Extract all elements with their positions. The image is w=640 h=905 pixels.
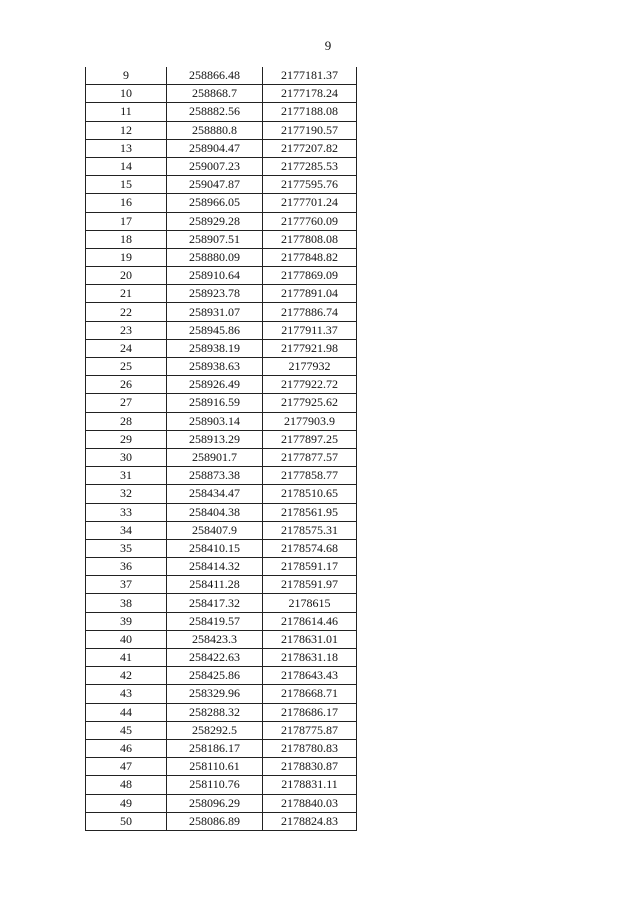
point-number-cell: 31 — [86, 467, 167, 485]
table-row — [86, 103, 357, 121]
table-row — [86, 85, 357, 103]
point-number-cell: 21 — [86, 285, 167, 303]
y-coordinate-cell: 2177207.82 — [263, 139, 357, 157]
point-number-cell: 40 — [86, 630, 167, 648]
x-coordinate-cell: 258417.32 — [167, 594, 263, 612]
table-row — [86, 248, 357, 266]
y-coordinate-cell: 2177932 — [263, 358, 357, 376]
x-coordinate-cell: 258288.32 — [167, 703, 263, 721]
y-coordinate-cell: 2178575.31 — [263, 521, 357, 539]
table-row — [86, 157, 357, 175]
point-number-cell: 17 — [86, 212, 167, 230]
y-coordinate-cell: 2177595.76 — [263, 176, 357, 194]
x-coordinate-cell: 258923.78 — [167, 285, 263, 303]
y-coordinate-cell: 2177181.37 — [263, 67, 357, 85]
x-coordinate-cell: 258422.63 — [167, 649, 263, 667]
x-coordinate-cell: 258096.29 — [167, 794, 263, 812]
table-row — [86, 339, 357, 357]
point-number-cell: 29 — [86, 430, 167, 448]
table-row — [86, 394, 357, 412]
point-number-cell: 32 — [86, 485, 167, 503]
page-number: 9 — [324, 38, 332, 53]
x-coordinate-cell: 258938.19 — [167, 339, 263, 357]
y-coordinate-cell: 2178631.01 — [263, 630, 357, 648]
x-coordinate-cell: 258411.28 — [167, 576, 263, 594]
y-coordinate-cell: 2177701.24 — [263, 194, 357, 212]
table-row — [86, 812, 357, 830]
point-number-cell: 26 — [86, 376, 167, 394]
table-row — [86, 430, 357, 448]
table-row — [86, 776, 357, 794]
x-coordinate-cell: 258110.76 — [167, 776, 263, 794]
x-coordinate-cell: 258938.63 — [167, 358, 263, 376]
y-coordinate-cell: 2178615 — [263, 594, 357, 612]
y-coordinate-cell: 2177848.82 — [263, 248, 357, 266]
point-number-cell: 11 — [86, 103, 167, 121]
y-coordinate-cell: 2177922.72 — [263, 376, 357, 394]
y-coordinate-cell: 2178831.11 — [263, 776, 357, 794]
point-number-cell: 48 — [86, 776, 167, 794]
x-coordinate-cell: 258186.17 — [167, 739, 263, 757]
x-coordinate-cell: 258880.8 — [167, 121, 263, 139]
x-coordinate-cell: 258926.49 — [167, 376, 263, 394]
x-coordinate-cell: 258901.7 — [167, 448, 263, 466]
point-number-cell: 12 — [86, 121, 167, 139]
x-coordinate-cell: 258407.9 — [167, 521, 263, 539]
point-number-cell: 36 — [86, 558, 167, 576]
point-number-cell: 46 — [86, 739, 167, 757]
coordinates-table — [85, 67, 357, 831]
point-number-cell: 13 — [86, 139, 167, 157]
y-coordinate-cell: 2178510.65 — [263, 485, 357, 503]
point-number-cell: 18 — [86, 230, 167, 248]
table-row — [86, 303, 357, 321]
x-coordinate-cell: 258110.61 — [167, 758, 263, 776]
x-coordinate-cell: 258423.3 — [167, 630, 263, 648]
table-row — [86, 739, 357, 757]
x-coordinate-cell: 259047.87 — [167, 176, 263, 194]
x-coordinate-cell: 258873.38 — [167, 467, 263, 485]
x-coordinate-cell: 258929.28 — [167, 212, 263, 230]
x-coordinate-cell: 258907.51 — [167, 230, 263, 248]
table-row — [86, 503, 357, 521]
table-row — [86, 703, 357, 721]
point-number-cell: 30 — [86, 448, 167, 466]
point-number-cell: 39 — [86, 612, 167, 630]
x-coordinate-cell: 258916.59 — [167, 394, 263, 412]
point-number-cell: 28 — [86, 412, 167, 430]
x-coordinate-cell: 258903.14 — [167, 412, 263, 430]
x-coordinate-cell: 258419.57 — [167, 612, 263, 630]
table-row — [86, 121, 357, 139]
y-coordinate-cell: 2178561.95 — [263, 503, 357, 521]
point-number-cell: 37 — [86, 576, 167, 594]
table-row — [86, 176, 357, 194]
coordinates-table-body — [86, 67, 357, 830]
table-row — [86, 212, 357, 230]
x-coordinate-cell: 258425.86 — [167, 667, 263, 685]
table-row — [86, 649, 357, 667]
table-row — [86, 285, 357, 303]
y-coordinate-cell: 2177178.24 — [263, 85, 357, 103]
x-coordinate-cell: 258931.07 — [167, 303, 263, 321]
point-number-cell: 27 — [86, 394, 167, 412]
y-coordinate-cell: 2178830.87 — [263, 758, 357, 776]
y-coordinate-cell: 2177869.09 — [263, 267, 357, 285]
table-row — [86, 267, 357, 285]
y-coordinate-cell: 2178775.87 — [263, 721, 357, 739]
point-number-cell: 41 — [86, 649, 167, 667]
point-number-cell: 34 — [86, 521, 167, 539]
point-number-cell: 45 — [86, 721, 167, 739]
x-coordinate-cell: 258966.05 — [167, 194, 263, 212]
table-row — [86, 576, 357, 594]
x-coordinate-cell: 258866.48 — [167, 67, 263, 85]
table-row — [86, 67, 357, 85]
y-coordinate-cell: 2178591.97 — [263, 576, 357, 594]
table-row — [86, 358, 357, 376]
y-coordinate-cell: 2178780.83 — [263, 739, 357, 757]
point-number-cell: 38 — [86, 594, 167, 612]
table-row — [86, 685, 357, 703]
point-number-cell: 19 — [86, 248, 167, 266]
table-row — [86, 376, 357, 394]
x-coordinate-cell: 258882.56 — [167, 103, 263, 121]
table-row — [86, 194, 357, 212]
x-coordinate-cell: 258904.47 — [167, 139, 263, 157]
y-coordinate-cell: 2178840.03 — [263, 794, 357, 812]
x-coordinate-cell: 258404.38 — [167, 503, 263, 521]
y-coordinate-cell: 2178631.18 — [263, 649, 357, 667]
point-number-cell: 43 — [86, 685, 167, 703]
point-number-cell: 25 — [86, 358, 167, 376]
point-number-cell: 33 — [86, 503, 167, 521]
point-number-cell: 23 — [86, 321, 167, 339]
x-coordinate-cell: 259007.23 — [167, 157, 263, 175]
table-row — [86, 467, 357, 485]
y-coordinate-cell: 2177285.53 — [263, 157, 357, 175]
x-coordinate-cell: 258910.64 — [167, 267, 263, 285]
point-number-cell: 16 — [86, 194, 167, 212]
table-row — [86, 139, 357, 157]
y-coordinate-cell: 2177911.37 — [263, 321, 357, 339]
y-coordinate-cell: 2177886.74 — [263, 303, 357, 321]
x-coordinate-cell: 258945.86 — [167, 321, 263, 339]
table-row — [86, 448, 357, 466]
x-coordinate-cell: 258434.47 — [167, 485, 263, 503]
y-coordinate-cell: 2178614.46 — [263, 612, 357, 630]
y-coordinate-cell: 2178668.71 — [263, 685, 357, 703]
y-coordinate-cell: 2177808.08 — [263, 230, 357, 248]
point-number-cell: 47 — [86, 758, 167, 776]
table-row — [86, 630, 357, 648]
table-row — [86, 558, 357, 576]
y-coordinate-cell: 2177760.09 — [263, 212, 357, 230]
table-row — [86, 758, 357, 776]
y-coordinate-cell: 2178824.83 — [263, 812, 357, 830]
table-row — [86, 612, 357, 630]
point-number-cell: 35 — [86, 539, 167, 557]
point-number-cell: 10 — [86, 85, 167, 103]
y-coordinate-cell: 2177903.9 — [263, 412, 357, 430]
x-coordinate-cell: 258086.89 — [167, 812, 263, 830]
x-coordinate-cell: 258880.09 — [167, 248, 263, 266]
point-number-cell: 24 — [86, 339, 167, 357]
table-row — [86, 321, 357, 339]
y-coordinate-cell: 2177925.62 — [263, 394, 357, 412]
x-coordinate-cell: 258410.15 — [167, 539, 263, 557]
point-number-cell: 15 — [86, 176, 167, 194]
point-number-cell: 50 — [86, 812, 167, 830]
y-coordinate-cell: 2177891.04 — [263, 285, 357, 303]
table-row — [86, 230, 357, 248]
y-coordinate-cell: 2178574.68 — [263, 539, 357, 557]
table-row — [86, 521, 357, 539]
point-number-cell: 20 — [86, 267, 167, 285]
point-number-cell: 9 — [86, 67, 167, 85]
y-coordinate-cell: 2178591.17 — [263, 558, 357, 576]
y-coordinate-cell: 2178643.43 — [263, 667, 357, 685]
point-number-cell: 42 — [86, 667, 167, 685]
x-coordinate-cell: 258414.32 — [167, 558, 263, 576]
table-row — [86, 539, 357, 557]
point-number-cell: 14 — [86, 157, 167, 175]
point-number-cell: 22 — [86, 303, 167, 321]
table-row — [86, 794, 357, 812]
y-coordinate-cell: 2178686.17 — [263, 703, 357, 721]
y-coordinate-cell: 2177188.08 — [263, 103, 357, 121]
table-row — [86, 412, 357, 430]
table-row — [86, 485, 357, 503]
y-coordinate-cell: 2177921.98 — [263, 339, 357, 357]
x-coordinate-cell: 258868.7 — [167, 85, 263, 103]
y-coordinate-cell: 2177877.57 — [263, 448, 357, 466]
x-coordinate-cell: 258913.29 — [167, 430, 263, 448]
y-coordinate-cell: 2177190.57 — [263, 121, 357, 139]
table-row — [86, 721, 357, 739]
x-coordinate-cell: 258329.96 — [167, 685, 263, 703]
point-number-cell: 44 — [86, 703, 167, 721]
y-coordinate-cell: 2177858.77 — [263, 467, 357, 485]
x-coordinate-cell: 258292.5 — [167, 721, 263, 739]
y-coordinate-cell: 2177897.25 — [263, 430, 357, 448]
table-row — [86, 667, 357, 685]
table-row — [86, 594, 357, 612]
point-number-cell: 49 — [86, 794, 167, 812]
